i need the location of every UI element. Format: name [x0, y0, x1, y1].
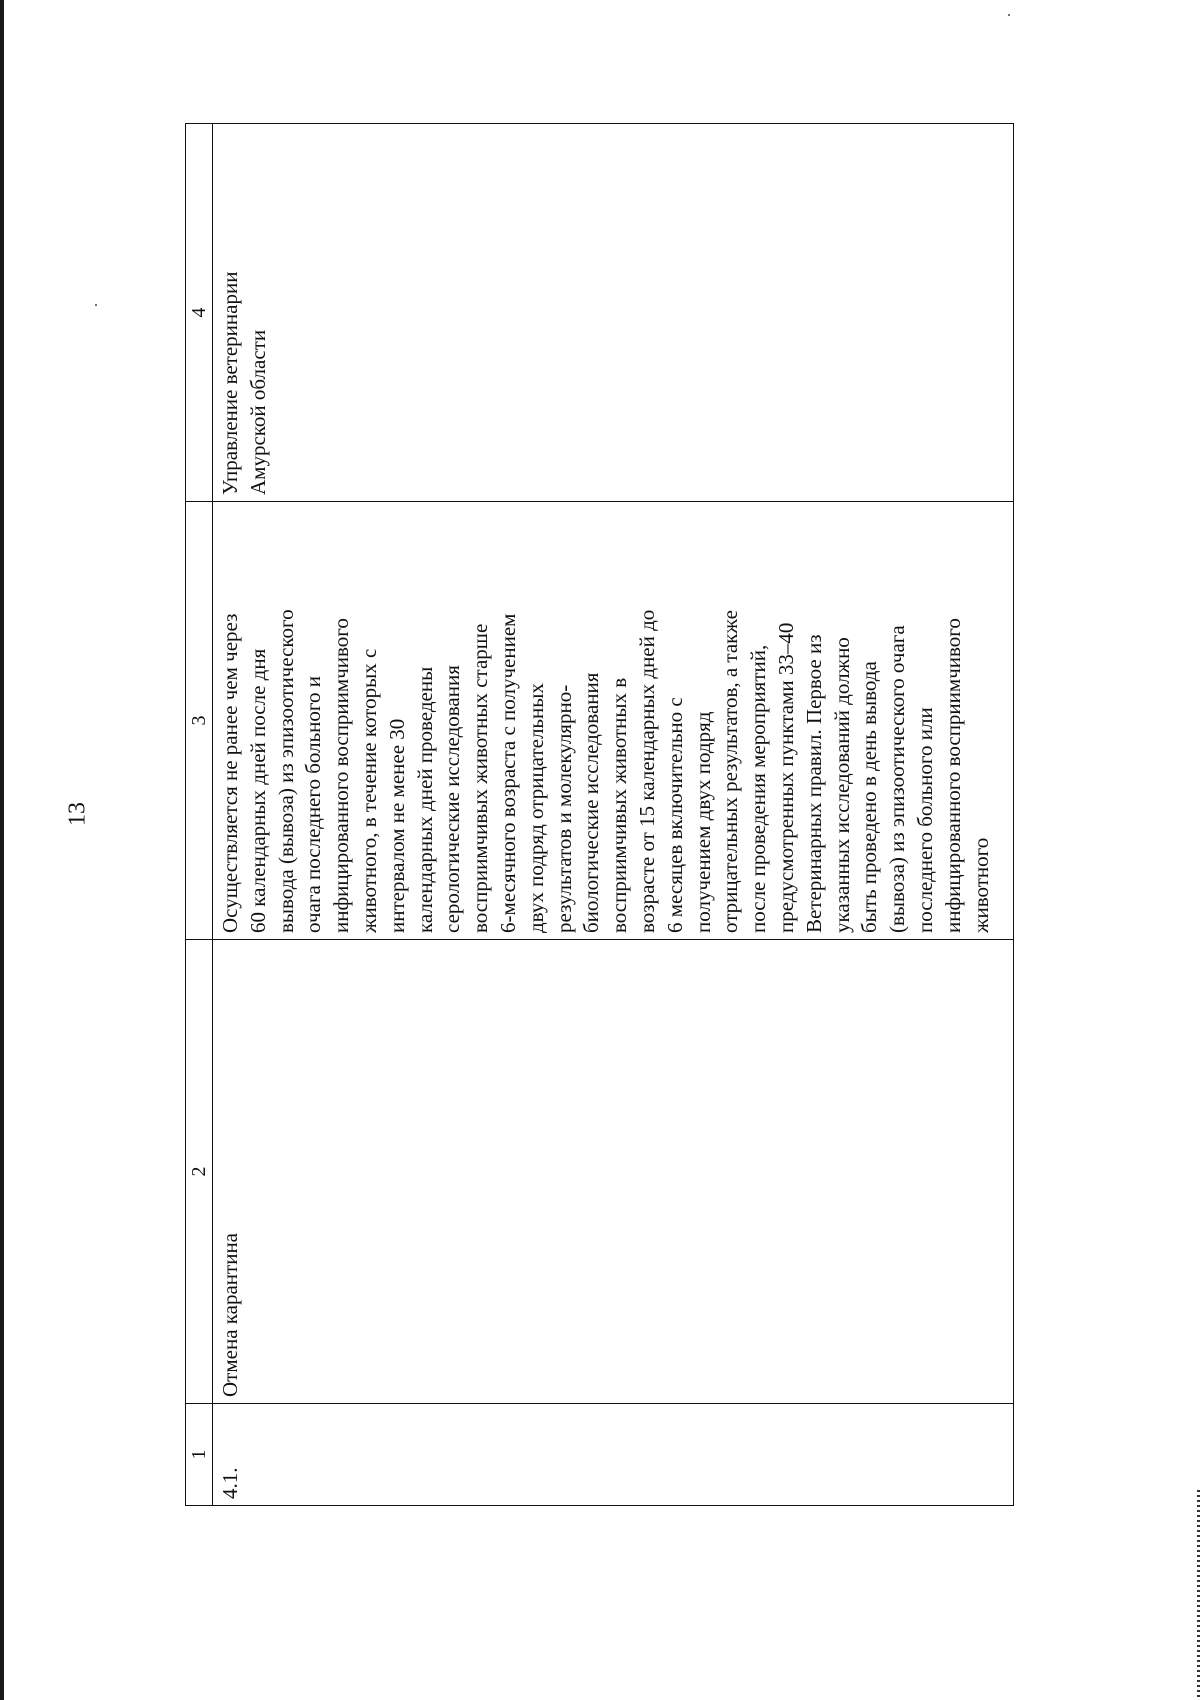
- header-col-4: 4: [186, 124, 213, 502]
- measure-name-cell: Отмена карантина: [213, 940, 1014, 1404]
- scan-left-edge: [0, 0, 4, 1700]
- table-header-row: [186, 124, 213, 1506]
- scan-speck: [1008, 14, 1010, 16]
- header-col-3: 3: [186, 502, 213, 940]
- rotated-table: [185, 124, 1014, 1506]
- table-row: [213, 124, 1014, 1506]
- responsible-cell: Управление ветеринарии Амурской области: [213, 124, 1014, 502]
- scan-speck: [95, 304, 97, 306]
- header-col-1: 1: [186, 1404, 213, 1506]
- row-number-cell: 4.1.: [213, 1404, 1014, 1506]
- quarantine-table: [185, 123, 1014, 1506]
- header-col-2: 2: [186, 940, 213, 1404]
- conditions-cell: Осуществляется не ранее чем через 60 календарных дней после дня вывода (вывоза) из эпизоотического очага последнего больного и инфицированного восприимчивого животного, в течение которых с интервалом не менее 30 календарных дней проведены серологические исследования восприимчивых животных старше 6-месячного возраста с получением двух подряд отрицательных результатов и молекулярно- биологические исследования восприимчивых животных в возрасте от 15 календарных дней до 6 месяцев включительно с получением двух подряд отрицательных результатов, а также после проведения мероприятий, предусмотренных пунктами 33–40 Ветеринарных правил. Первое из указанных исследований должно быть проведено в день вывода (вывоза) из эпизоотического очага последнего больного или инфицированного восприимчивого животного: [213, 502, 1014, 940]
